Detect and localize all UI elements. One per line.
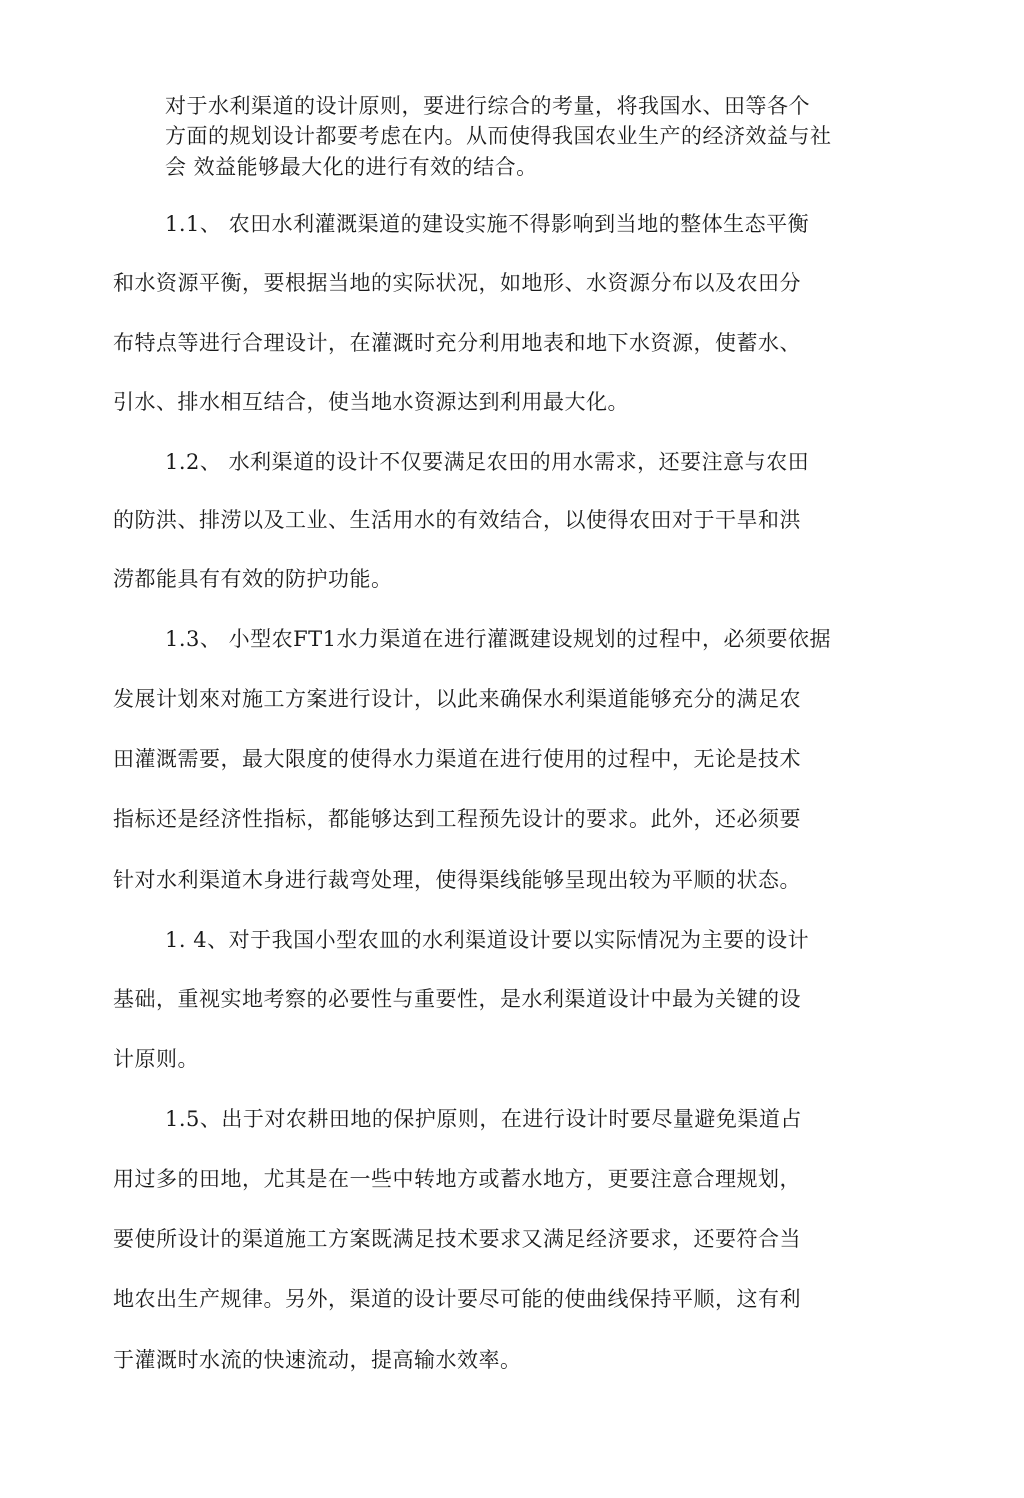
text-line: 地农出生产规律。另外，渠道的设计要尽可能的使曲线保持平顺，这有利 <box>113 1287 801 1311</box>
text-line: 布特点等进行合理设计，在灌溉时充分利用地表和地下水资源，使蓄水、 <box>113 331 801 355</box>
text-line: 1.5、出于对农耕田地的保护原则，在进行设计时要尽量避免渠道占 <box>165 1107 802 1131</box>
text-line: 田灌溉需要，最大限度的使得水力渠道在进行使用的过程中，无论是技术 <box>113 747 801 771</box>
text-line: 的防洪、排涝以及工业、生活用水的有效结合，以使得农田对于干旱和洪 <box>113 508 801 532</box>
text-line: 要使所设计的渠道施工方案既满足技术要求又满足经济要求，还要符合当 <box>113 1227 801 1251</box>
text-line: 基础，重视实地考察的必要性与重要性，是水利渠道设计中最为关键的设 <box>113 987 801 1011</box>
text-line: 针对水利渠道木身进行裁弯处理，使得渠线能够呈现出较为平顺的状态。 <box>113 868 801 892</box>
text-line: 用过多的田地，尤其是在一些中转地方或蓄水地方，更要注意合理规划， <box>113 1167 801 1191</box>
text-line: 对于水利渠道的设计原则，要进行综合的考量，将我国水、田等各个 <box>165 94 810 118</box>
text-line: 指标还是经济性指标，都能够达到工程预先设计的要求。此外，还必须要 <box>113 807 801 831</box>
text-line: 方面的规划设计都要考虑在内。从而使得我国农业生产的经济效益与社 <box>165 124 832 148</box>
text-line: 会 效益能够最大化的进行有效的结合。 <box>165 155 538 179</box>
text-line: 1.2、 水利渠道的设计不仅要满足农田的用水需求，还要注意与农田 <box>165 450 810 474</box>
text-line: 引水、排水相互结合，使当地水资源达到利用最大化。 <box>113 390 629 414</box>
text-line: 1. 4、对于我国小型农皿的水利渠道设计要以实际情况为主要的设计 <box>165 928 810 952</box>
text-line: 1.1、 农田水利灌溉渠道的建设实施不得影响到当地的整体生态平衡 <box>165 212 810 236</box>
text-line: 1.3、 小型农FT1水力渠道在进行灌溉建设规划的过程中，必须要依据 <box>165 627 832 651</box>
text-line: 和水资源平衡，要根据当地的实际状况，如地形、水资源分布以及农田分 <box>113 271 801 295</box>
text-line: 发展计划來对施工方案进行设计，以此来确保水利渠道能够充分的满足农 <box>113 687 801 711</box>
text-line: 于灌溉时水流的快速流动，提高输水效率。 <box>113 1348 522 1372</box>
text-line: 涝都能具有有效的防护功能。 <box>113 567 393 591</box>
text-line: 计原则。 <box>113 1047 199 1071</box>
